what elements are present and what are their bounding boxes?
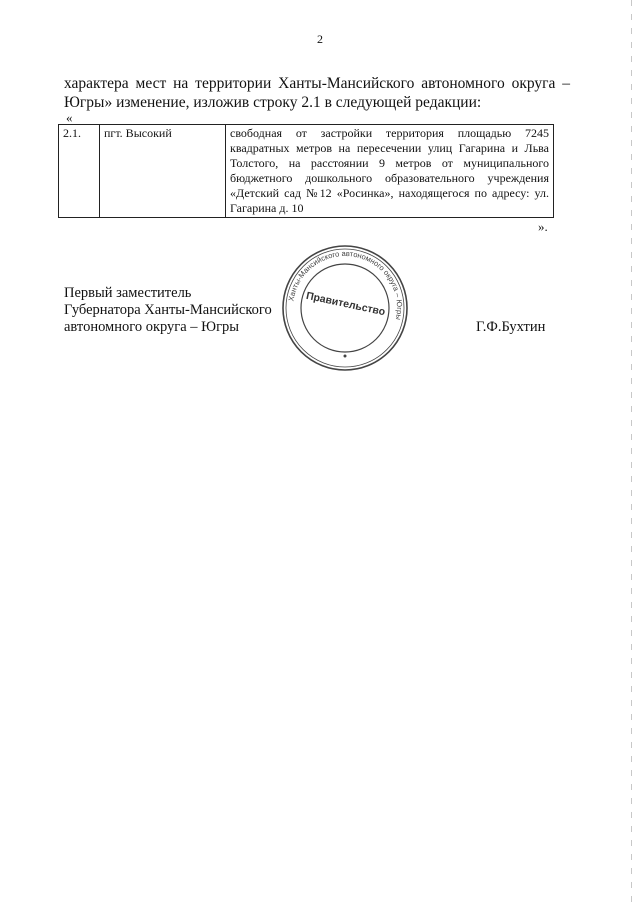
signatory-title-line: автономного округа – Югры xyxy=(64,319,240,335)
signatory-title-line: Первый заместитель xyxy=(64,285,192,301)
signatory-title xyxy=(64,285,272,336)
row-place-cell: пгт. Высокий xyxy=(100,125,226,218)
official-seal xyxy=(280,243,410,373)
opening-quote: « xyxy=(66,110,73,125)
seal-center-text: Правительство xyxy=(304,289,387,319)
intro-paragraph: характера мест на территории Ханты-Мансийского автономного округа – Югры» изменение, изложив строку 2.1 в следующей редакции: xyxy=(64,75,570,111)
seal-ring-textpath: Ханты-Мансийского автономного округа – Югры xyxy=(286,248,405,321)
scan-edge-artifact xyxy=(631,0,632,905)
page-number: 2 xyxy=(317,32,323,46)
signatory-title-line: Губернатора Ханты-Мансийского xyxy=(64,302,272,318)
closing-quote: ». xyxy=(538,219,548,234)
row-description-cell: свободная от застройки территория площадью 7245 квадратных метров на пересечении улиц Гагарина и Льва Толстого, на расстоянии 9 метров от муниципального бюджетного дошкольного образовательного учреждения «Детский сад №12 «Росинка», находящегося по адресу: ул. Гагарина д. 10 xyxy=(226,125,554,218)
table-row xyxy=(59,125,554,218)
signatory-name: Г.Ф.Бухтин xyxy=(476,319,546,335)
seal-dot xyxy=(344,355,347,358)
amendment-table xyxy=(58,124,554,218)
row-number-cell: 2.1. xyxy=(59,125,100,218)
